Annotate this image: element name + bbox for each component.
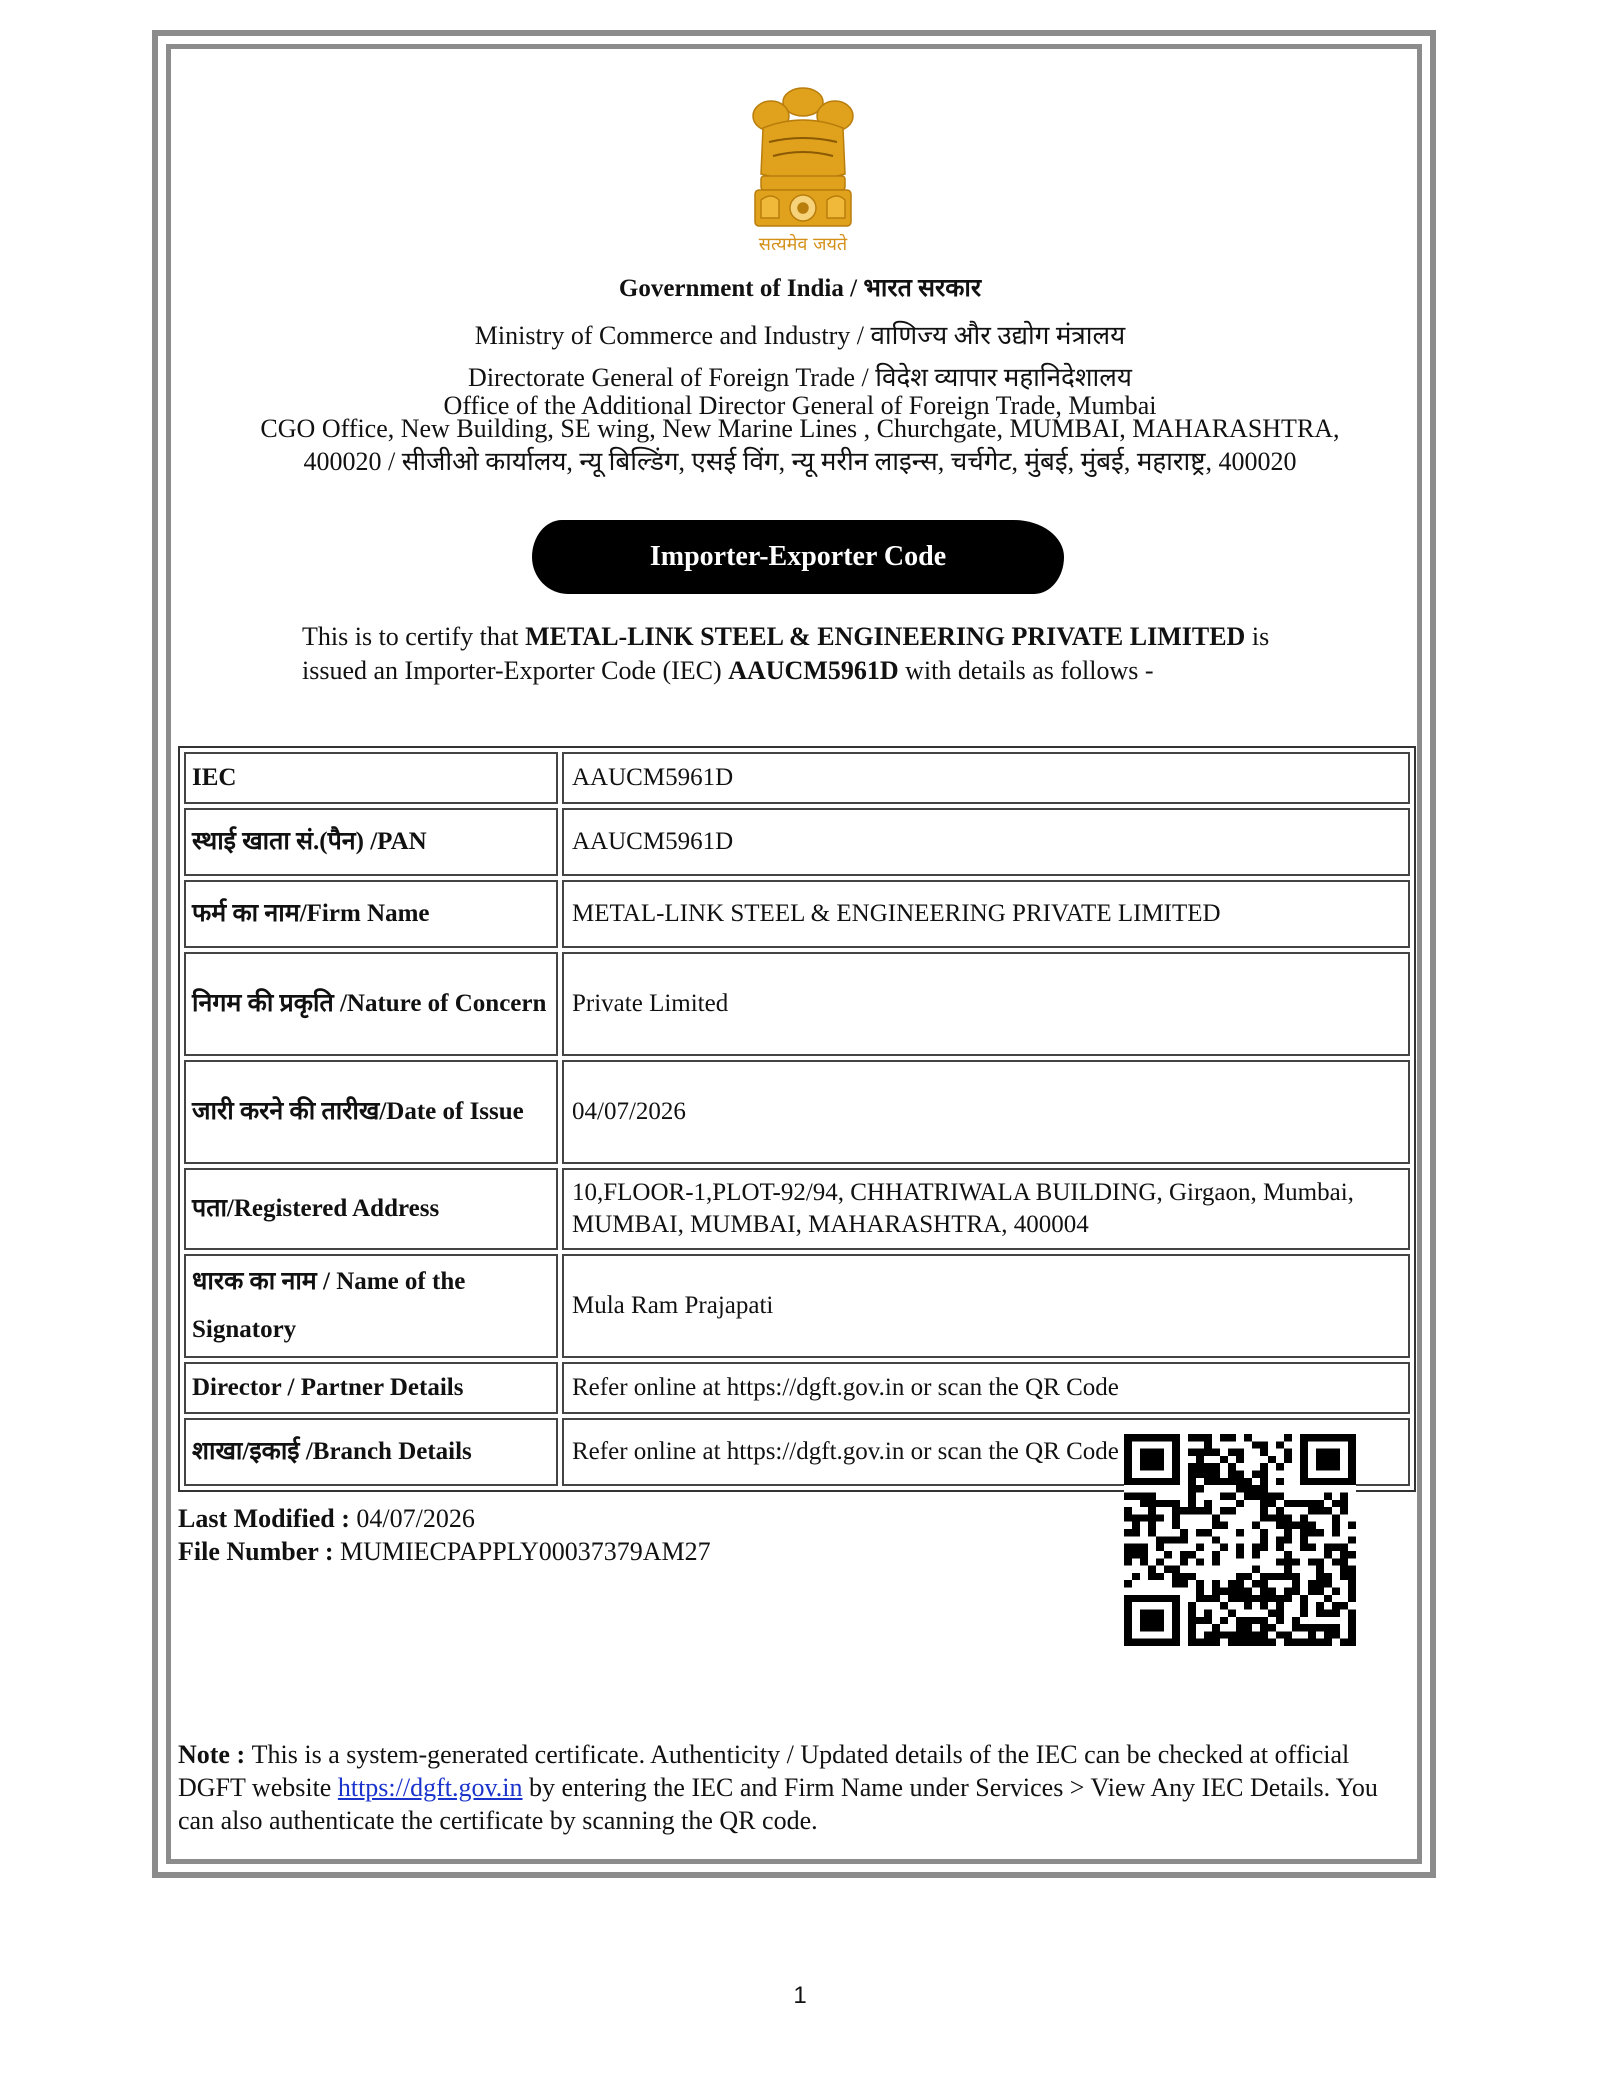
table-row	[184, 1060, 1410, 1164]
row-value-address: 10,FLOOR-1,PLOT-92/94, CHHATRIWALA BUILDING, Girgaon, Mumbai, MUMBAI, MUMBAI, MAHARASHTRA, 400004	[562, 1168, 1410, 1250]
iec-details-table	[178, 746, 1416, 1492]
row-label-nature: निगम की प्रकृति /Nature of Concern	[184, 952, 558, 1056]
table-row	[184, 880, 1410, 948]
row-value-signatory: Mula Ram Prajapati	[562, 1254, 1410, 1358]
certificate-title: Importer-Exporter Code	[532, 520, 1064, 594]
row-value-iec: AAUCM5961D	[562, 752, 1410, 804]
directorate-heading: Directorate General of Foreign Trade / विदेश व्यापार महानिदेशालय	[468, 363, 1132, 392]
office-address-line1: CGO Office, New Building, SE wing, New Marine Lines , Churchgate, MUMBAI, MAHARASHTRA,	[260, 414, 1340, 443]
table-row	[184, 1254, 1410, 1358]
office-heading: Office of the Additional Director General of Foreign Trade, Mumbai	[443, 391, 1157, 420]
authenticity-note	[178, 1738, 1408, 1837]
page-number: 1	[793, 1982, 807, 2009]
certify-middle: is issued an Importer-Exporter Code (IEC)	[302, 622, 1270, 685]
dgft-website-link[interactable]: https://dgft.gov.in	[337, 1773, 523, 1802]
table-row	[184, 1362, 1410, 1414]
last-modified-value: 04/07/2026	[356, 1504, 475, 1533]
file-number-value: MUMIECPAPPLY00037379AM27	[340, 1537, 711, 1566]
row-value-date-of-issue: 04/07/2026	[562, 1060, 1410, 1164]
note-text-2: by entering the IEC and Firm Name under Services > View Any IEC Details. You can also authenticate the certificate by scanning the QR code.	[178, 1773, 1378, 1835]
government-heading: Government of India / भारत सरकार	[618, 275, 982, 302]
note-label: Note :	[178, 1740, 252, 1769]
note-text-1: This is a system-generated certificate. Authenticity / Updated details of the IEC can be checked at official DGFT website	[178, 1740, 1350, 1802]
file-number-label: File Number :	[178, 1537, 340, 1566]
certify-iec: AAUCM5961D	[728, 656, 899, 685]
certify-firm-name: METAL-LINK STEEL & ENGINEERING PRIVATE LIMITED	[525, 622, 1246, 651]
office-address-line2: 400020 / सीजीओ कार्यालय, न्यू बिल्डिंग, एसई विंग, न्यू मरीन लाइन्स, चर्चगेट, मुंबई, मुंबई, महाराष्ट्र, 400020	[303, 447, 1297, 476]
row-label-date-of-issue: जारी करने की तारीख/Date of Issue	[184, 1060, 558, 1164]
row-label-iec: IEC	[184, 752, 558, 804]
row-value-firm-name: METAL-LINK STEEL & ENGINEERING PRIVATE LIMITED	[562, 880, 1410, 948]
ministry-heading: Ministry of Commerce and Industry / वाणिज्य और उद्योग मंत्रालय	[474, 321, 1126, 350]
national-emblem-icon	[733, 82, 873, 258]
table-row	[184, 952, 1410, 1056]
row-label-branch: शाखा/इकाई /Branch Details	[184, 1418, 558, 1486]
row-value-directors: Refer online at https://dgft.gov.in or scan the QR Code	[562, 1362, 1410, 1414]
table-row	[184, 808, 1410, 876]
certify-prefix: This is to certify that	[302, 622, 526, 651]
emblem-motto: सत्यमेव जयते	[758, 234, 848, 255]
row-value-pan: AAUCM5961D	[562, 808, 1410, 876]
row-label-firm-name: फर्म का नाम/Firm Name	[184, 880, 558, 948]
row-label-directors: Director / Partner Details	[184, 1362, 558, 1414]
table-row	[184, 1168, 1410, 1250]
last-modified-label: Last Modified :	[178, 1504, 357, 1533]
certification-statement	[302, 620, 1312, 688]
row-label-signatory: धारक का नाम / Name of the Signatory	[184, 1254, 558, 1358]
row-value-nature: Private Limited	[562, 952, 1410, 1056]
footer-meta	[178, 1502, 711, 1568]
qr-code-icon[interactable]	[1124, 1434, 1356, 1646]
table-row	[184, 752, 1410, 804]
row-value-branch: Refer online at https://dgft.gov.in or scan the QR Code	[562, 1418, 1410, 1486]
row-label-address: पता/Registered Address	[184, 1168, 558, 1250]
row-label-pan: स्थाई खाता सं.(पैन) /PAN	[184, 808, 558, 876]
certify-suffix: with details as follows -	[898, 656, 1154, 685]
